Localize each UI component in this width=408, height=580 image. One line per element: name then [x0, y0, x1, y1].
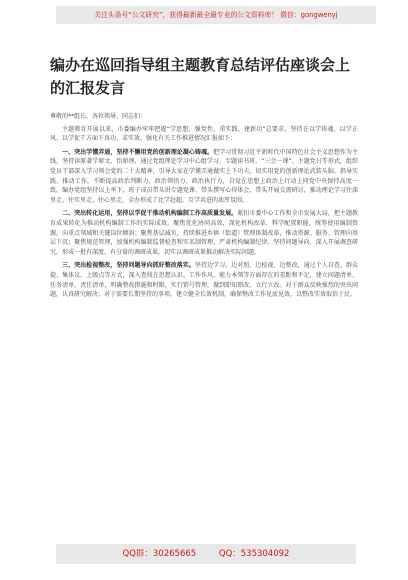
section-2 [50, 209, 358, 257]
section-body: 坚持边学习、边对照、边检视、边整改，通过个人自查、群众提、集体议、上级点等方式，深入查找在思想认识、工作作风、能力本领等方面存在的差距和不足，建立问题清单、任务清单、责任清单，明确整改措施和时限，实行销号管理，做到即知即改、立行立改。对于群众反映强烈的突出问题，认真研究解决；对于需要长期坚持的事项，建立健全长效机制，确保整改工作见底见效，以整改实效取信于民。 [50, 262, 358, 299]
section-3 [50, 261, 358, 299]
qq-group-text: QQ群：30265665 [122, 549, 197, 559]
section-body: 把学习贯彻习近平新时代中国特色社会主义思想作为主线，坚持读原著学原文、悟原理，通过党组理论学习中心组学习、专题读书班、“三会一课”、主题党日等形式，组织党员干部深入学习领会党的二十大精神，引导大家在学懂弄通做实上下功夫，切实用党的创新理论武装头脑、指导实践、推动工作，不断提高政治判断力、政治领悟力、政治执行力，自觉在思想上政治上行动上同党中央保持高度一致。编办党组坚持以上率下，班子成员带头讲专题党课、带头撰写心得体会、带头开展交流研讨，推动理论学习往深里走、往实里走、往心里走，全办形成了比学赶超、互学共进的浓厚氛围。 [50, 148, 358, 204]
footer-contact-bar [56, 544, 356, 564]
document-title: 编办在巡回指导组主题教育总结评估座谈会上的汇报发言 [50, 56, 351, 97]
section-heading: 二、突出转化运用，坚持以学促干推动机构编制工作高质量发展。 [62, 210, 238, 218]
document-body [50, 112, 358, 300]
intro-paragraph: 主题教育开展以来，市委编办牢牢把握“学思想、强党性、重实践、建新功”总要求，坚持在以学铸魂、以学正风、以学促干方面下真功、求实效、强化有关工作推进情况汇报如下： [50, 125, 358, 143]
greeting: 尊敬的**组长，各位领导，同志们： [50, 113, 147, 120]
section-heading: 三、突出检视整改，坚持问题导向抓好整改落实。 [62, 262, 195, 270]
section-1 [50, 148, 358, 206]
top-promo-banner: 关注头条号“公文研究”，获得最新最全最专业的公文资料库！ 微信：gongwenyj [56, 6, 376, 24]
section-body: 紧扣市委中心工作和全市发展大局，把主题教育成果转化为推动机构编制工作的实际成效。聚焦优化协同高效，深化机构改革，科学配置职能，统筹使用编制资源，向重点领域和关键岗位倾斜；聚焦基层减负，持续推进乡镇（街道）管理体制改革，推动资源、服务、管理向基层下沉；聚焦规范管理，加强机构编制监督检查和实名制管理，严肃机构编制纪律。坚持问题导向，深入开展调查研究，形成一批有深度、有分量的调研成果，切实以调研成果推动解决实际问题。 [50, 210, 358, 256]
section-heading: 一、突出学懂弄通，坚持不懈用党的创新理论凝心铸魂。 [62, 148, 214, 156]
qq-text: QQ：535304092 [218, 549, 290, 559]
